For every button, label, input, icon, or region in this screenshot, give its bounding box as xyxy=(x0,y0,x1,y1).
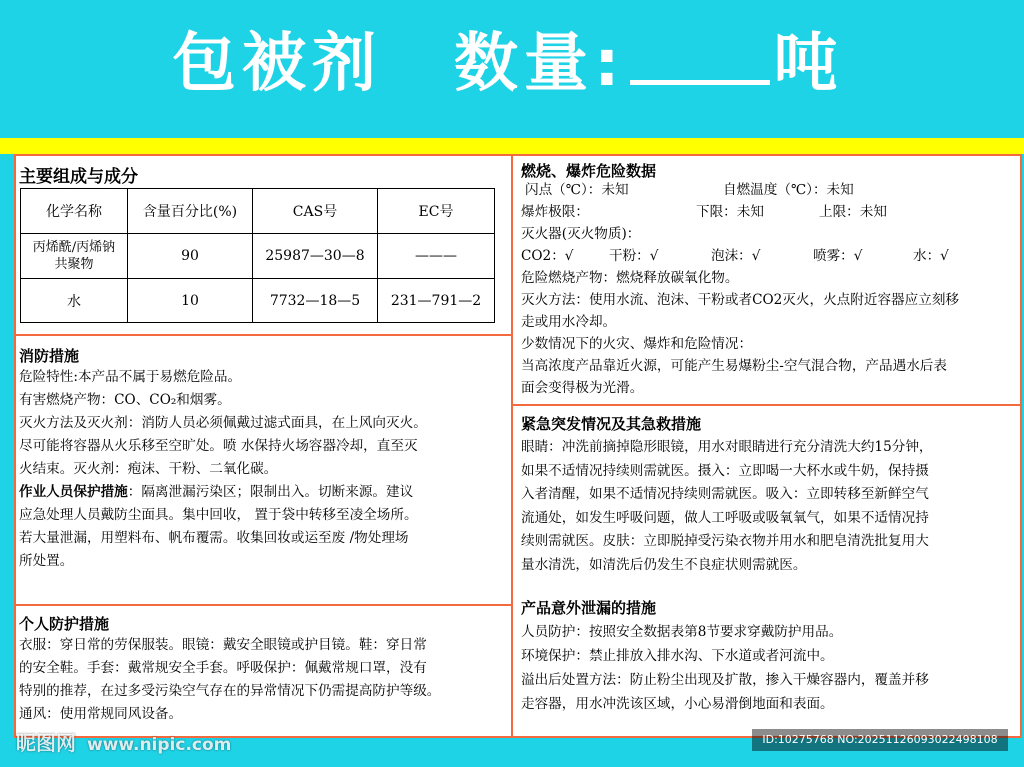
column-header-cas: CAS号 xyxy=(253,189,378,234)
left-frame xyxy=(0,154,14,752)
emergency-section xyxy=(511,404,1022,738)
text-line: 应急处理人员戴防尘面具。集中回收， 置于袋中转移至凌全场所。 xyxy=(19,507,418,523)
yellow-stripe xyxy=(0,138,1024,154)
text-line: 环境保护：禁止排放入排水沟、下水道或者河流中。 xyxy=(521,648,834,664)
text-line: 危险燃烧产物：燃烧释放碳氧化物。 xyxy=(521,270,739,286)
upper-limit: 上限：未知 xyxy=(819,204,887,220)
column-header-name: 化学名称 xyxy=(21,189,128,234)
explosion-limit-row xyxy=(521,201,1019,223)
page-title xyxy=(172,12,844,104)
text-line: 当高浓度产品靠近火源，可能产生易爆粉尘-空气混合物，产品遇水后表 xyxy=(521,358,947,374)
fire-section xyxy=(14,334,513,606)
personal-protection-section xyxy=(14,604,513,738)
text-line: 的安全鞋。手套：戴常规安全手套。呼吸保护：佩戴常规口罩，没有 xyxy=(19,660,427,676)
table-cell-cas: 7732—18—5 xyxy=(253,279,378,323)
text-line: 如果不适情况持续则需就医。摄入：立即喝一大杯水或牛奶，保持摄 xyxy=(521,462,929,479)
extinguisher-label: 灭火器(灭火物质)： xyxy=(521,226,641,242)
emergency-text xyxy=(521,436,1019,577)
agent-foam: 泡沫：√ xyxy=(711,248,761,264)
emergency-title: 紧急突发情况及其急救措施 xyxy=(521,415,702,433)
leak-title: 产品意外泄漏的措施 xyxy=(521,599,657,617)
autoignition-temperature: 自燃温度（℃）：未知 xyxy=(723,182,854,198)
fire-title: 消防措施 xyxy=(19,347,80,365)
table-cell-ec: ——— xyxy=(378,234,495,279)
fire-text xyxy=(19,366,511,573)
personal-protection-title: 个人防护措施 xyxy=(19,615,110,633)
text-line: 量水清洗，如清洗后仍发生不良症状则需就医。 xyxy=(521,556,807,573)
text-line: 人员防护：按照安全数据表第8节要求穿戴防护用品。 xyxy=(521,624,843,640)
table-cell-percent: 10 xyxy=(128,279,253,323)
text-line: 若大量泄漏，用塑料布、帆布覆需。收集回妆或运至废 /物处理场 xyxy=(19,530,409,546)
worker-protection-label: 作业人员保护措施 xyxy=(19,484,128,500)
lower-limit: 下限：未知 xyxy=(696,204,764,220)
flash-point-row xyxy=(521,179,1019,201)
header-banner xyxy=(0,0,1024,138)
agent-spray: 喷雾：√ xyxy=(813,248,863,264)
text-line: 流通处，如发生呼吸问题，做人工呼吸或吸氧氧气，如果不适情况持 xyxy=(521,509,929,526)
watermark-site-cn: 昵图网 xyxy=(16,731,76,755)
quantity-blank xyxy=(630,26,770,85)
text-line: 少数情况下的火灾、爆炸和危险情况： xyxy=(521,336,753,352)
worker-protection-line xyxy=(19,481,511,504)
explosion-limit-label: 爆炸极限： xyxy=(521,204,589,220)
watermark-site-url: www.nipic.com xyxy=(86,735,232,755)
combustion-text xyxy=(521,179,1019,399)
combustion-title: 燃烧、爆炸危险数据 xyxy=(521,162,657,180)
agent-dry-powder: 干粉：√ xyxy=(609,248,659,264)
text-line: 灭火方法：使用水流、泡沫、干粉或者CO2灭火，火点附近容器应立刻移 xyxy=(521,292,960,308)
table-cell-name xyxy=(21,234,128,279)
flash-point: 闪点（℃）：未知 xyxy=(525,182,629,198)
name-line: 丙烯酰/丙烯钠 xyxy=(32,240,116,255)
table-cell-name: 水 xyxy=(21,279,128,323)
text-line: 特别的推荐，在过多受污染空气存在的异常情况下仍需提高防护等级。 xyxy=(19,683,441,699)
text-line: 灭火方法及灭火剂：消防人员必须佩戴过滤式面具，在上风向灭火。 xyxy=(19,415,427,431)
combustion-section xyxy=(511,154,1022,406)
watermark-site xyxy=(16,727,231,756)
table-row xyxy=(21,279,495,323)
text-line: 走或用水冷却。 xyxy=(521,314,617,330)
personal-protection-text xyxy=(19,634,511,726)
quantity-label: 数量: xyxy=(454,27,626,101)
name-line: 共聚物 xyxy=(54,257,94,272)
text-line: 面会变得极为光滑。 xyxy=(521,380,644,396)
worker-protection-text: ：隔离泄漏污染区；限制出入。切断来源。建议 xyxy=(127,484,414,500)
table-cell-percent: 90 xyxy=(128,234,253,279)
composition-title: 主要组成与成分 xyxy=(19,167,138,187)
leak-text xyxy=(521,620,1019,716)
table-cell-cas: 25987—30—8 xyxy=(253,234,378,279)
table-row xyxy=(21,234,495,279)
text-line: 衣服：穿日常的劳保服装。眼镜：戴安全眼镜或护目镜。鞋：穿日常 xyxy=(19,637,427,653)
text-line: 入者清醒，如果不适情况持续则需就医。吸入：立即转移至新鲜空气 xyxy=(521,486,929,502)
text-line: 通风：使用常规同风设备。 xyxy=(19,706,183,722)
text-line: 续则需就医。皮肤：立即脱掉受污染衣物并用水和肥皂清洗批复用大 xyxy=(521,533,929,549)
text-line: 火结束。灭火剂：疱沫、干粉、二氧化碳。 xyxy=(19,461,278,477)
agent-co2: CO2：√ xyxy=(521,248,574,264)
table-cell-ec: 231—791—2 xyxy=(378,279,495,323)
watermark-id: ID:10275768 NO:20251126093022498108 xyxy=(752,729,1008,751)
text-line: 眼睛：冲洗前摘掉隐形眼镜，用水对眼睛进行充分清洗大约15分钟， xyxy=(521,439,933,455)
text-line: 尽可能将容器从火乐移至空旷处。喷 水保持火场容器冷却，直至灭 xyxy=(19,438,418,454)
quantity-unit: 吨 xyxy=(773,27,844,101)
text-line: 溢出后处置方法：防止粉尘出现及扩散，掺入干燥容器内，覆盖并移 xyxy=(521,672,929,688)
composition-table xyxy=(20,188,495,323)
text-line: 所处置。 xyxy=(19,553,74,569)
text-line: 走容器，用水冲洗该区域，小心易滑倒地面和表面。 xyxy=(521,696,834,712)
column-header-ec: EC号 xyxy=(378,189,495,234)
text-line: 危险特性:本产品不属于易燃危险品。 xyxy=(19,369,242,385)
agent-water: 水：√ xyxy=(913,248,949,264)
extinguisher-agents-row xyxy=(521,245,1019,267)
column-header-percent: 含量百分比(%) xyxy=(128,189,253,234)
composition-section xyxy=(14,154,513,336)
text-line: 有害燃烧产物：CO、CO₂和烟雾。 xyxy=(19,392,231,408)
product-name: 包被剂 xyxy=(172,27,382,101)
